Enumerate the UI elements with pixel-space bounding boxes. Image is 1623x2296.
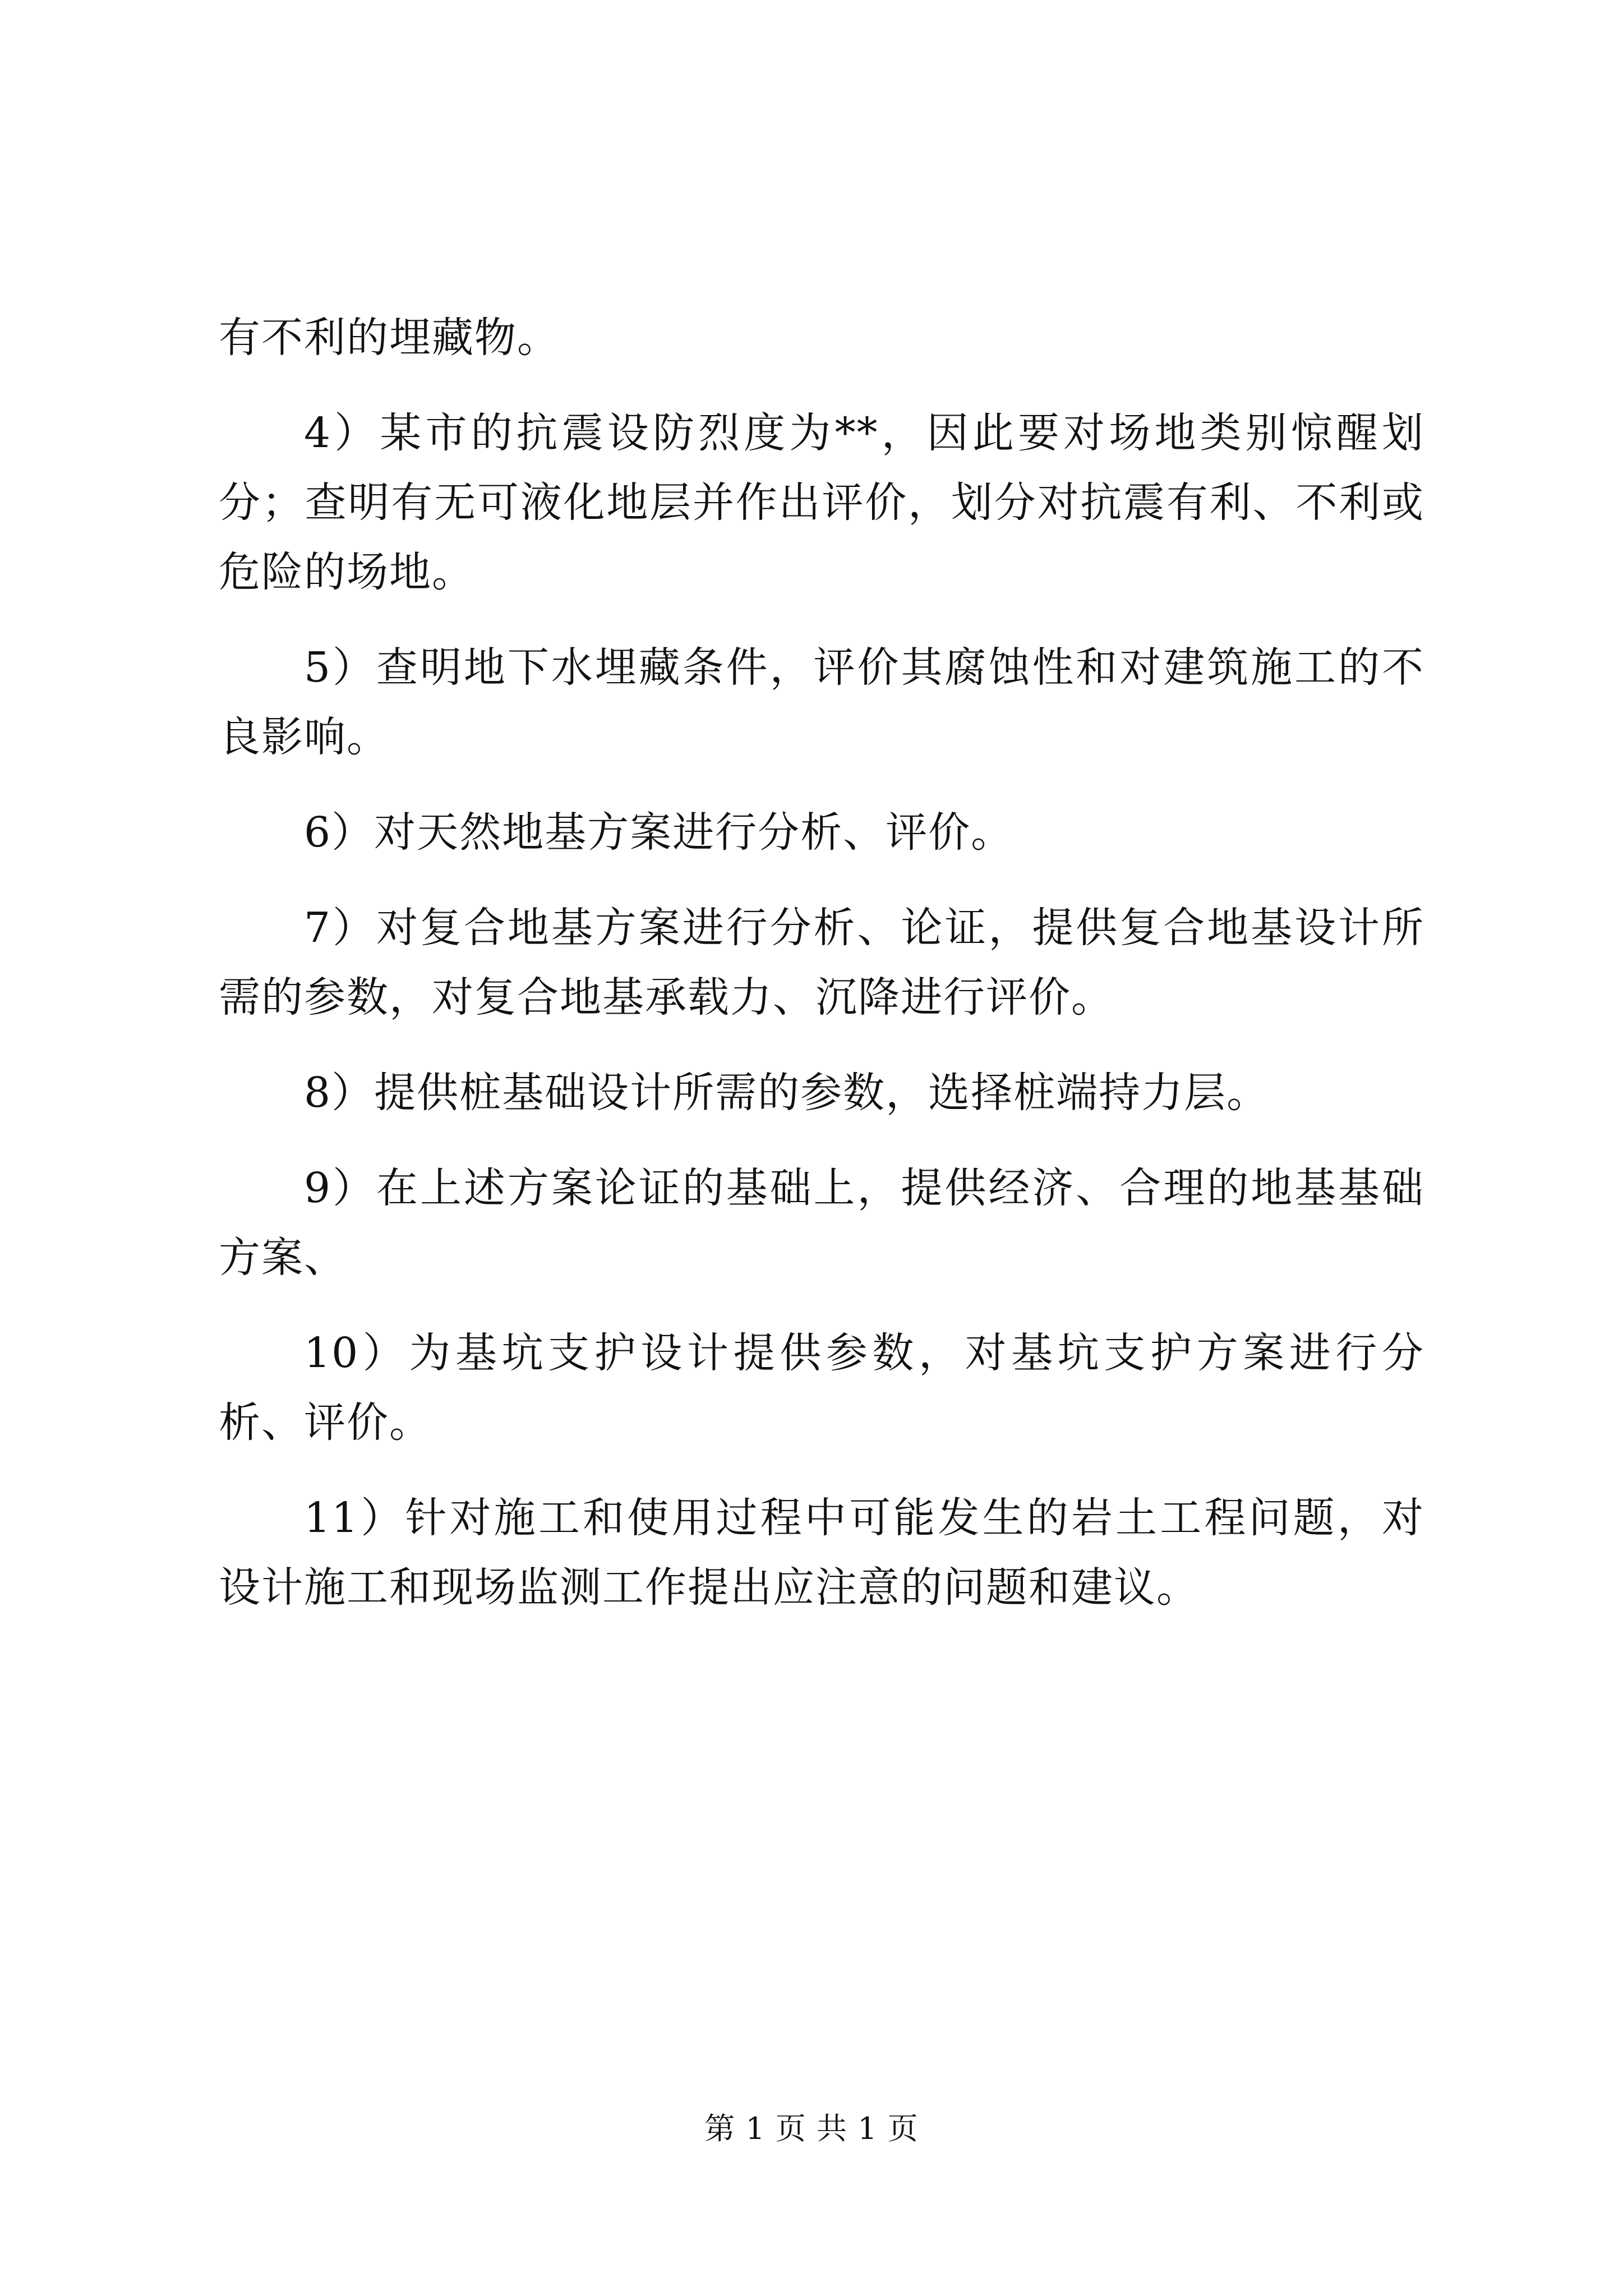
paragraph-item-4: 4）某市的抗震设防烈度为**，因此要对场地类别惊醒划分；查明有无可液化地层并作出评价，划分对抗震有利、不利或危险的场地。 — [219, 409, 1424, 596]
paragraph-item-5: 5）查明地下水埋藏条件，评价其腐蚀性和对建筑施工的不良影响。 — [219, 643, 1424, 761]
paragraph-item-9: 9）在上述方案论证的基础上，提供经济、合理的地基基础方案、 — [219, 1164, 1424, 1282]
paragraph-continuation: 有不利的埋藏物。 — [219, 314, 560, 362]
paragraph-item-10: 10）为基坑支护设计提供参数，对基坑支护方案进行分析、评价。 — [219, 1329, 1424, 1447]
paragraph-item-7: 7）对复合地基方案进行分析、论证，提供复合地基设计所需的参数，对复合地基承载力、沉降进行评价。 — [219, 904, 1424, 1022]
paragraph-item-8: 8）提供桩基础设计所需的参数，选择桩端持力层。 — [304, 1069, 1270, 1117]
document-body — [219, 303, 1424, 1648]
page-footer: 第 1 页 共 1 页 — [704, 2111, 919, 2146]
paragraph-item-6: 6）对天然地基方案进行分析、评价。 — [304, 808, 1014, 857]
paragraph-item-11: 11）针对施工和使用过程中可能发生的岩土工程问题，对设计施工和现场监测工作提出应注意的问题和建议。 — [219, 1494, 1424, 1612]
